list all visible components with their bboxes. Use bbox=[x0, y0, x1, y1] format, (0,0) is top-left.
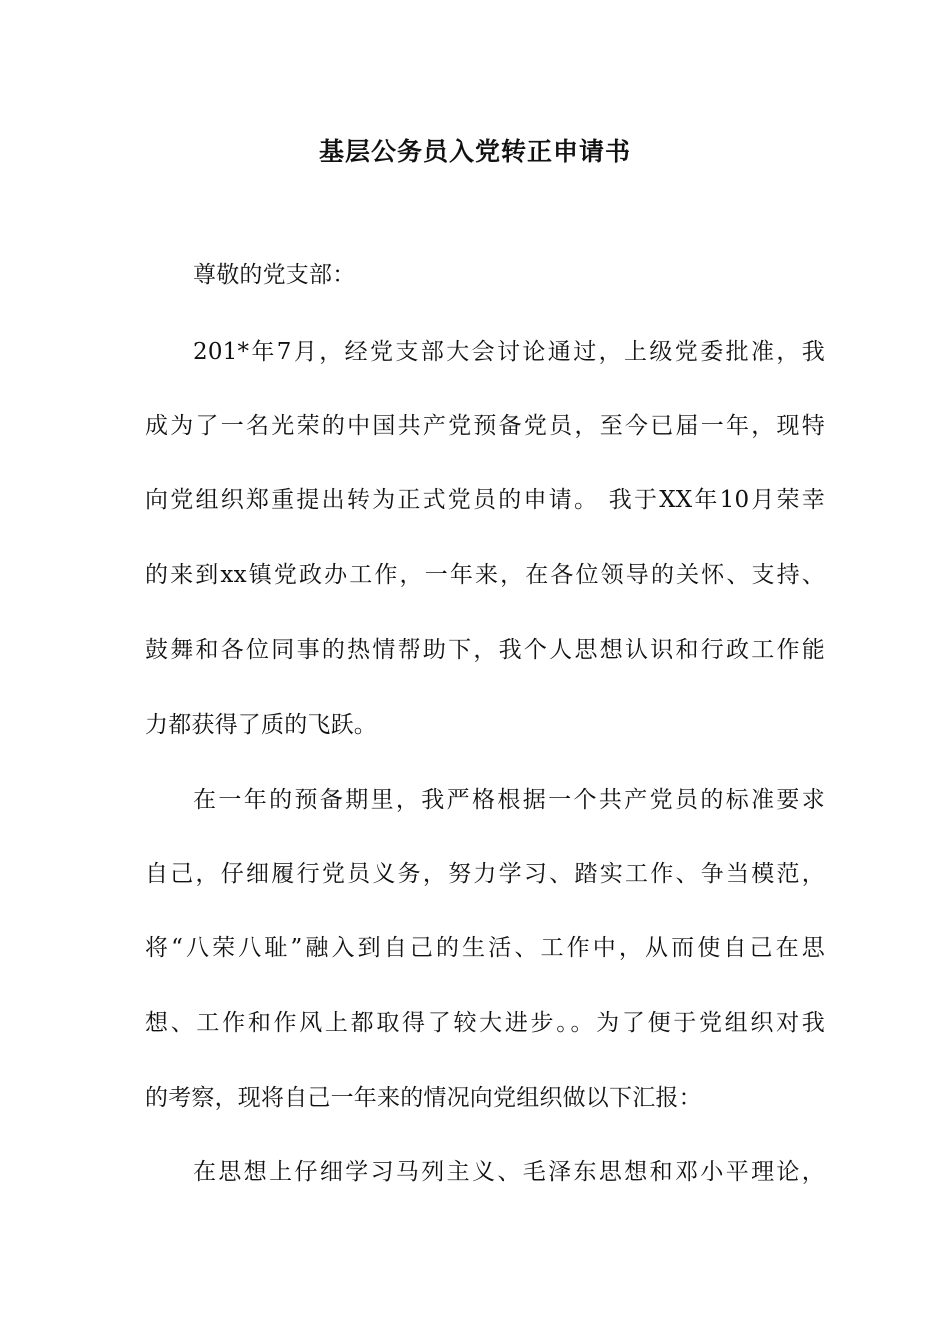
body-line-6: 力都获得了质的飞跃。 bbox=[145, 712, 377, 738]
body-line-10: 想、工作和作风上都取得了较大进步。。为了便于党组织对我 bbox=[145, 1010, 825, 1036]
document-title: 基层公务员入党转正申请书 bbox=[318, 137, 631, 166]
body-line-5: 鼓舞和各位同事的热情帮助下，我个人思想认识和行政工作能 bbox=[145, 637, 825, 663]
salutation: 尊敬的党支部： bbox=[193, 262, 356, 288]
body-line-3: 向党组织郑重提出转为正式党员的申请。 我于XX年10月荣幸 bbox=[145, 487, 825, 513]
body-line-4: 的来到xx镇党政办工作，一年来，在各位领导的关怀、支持、 bbox=[145, 562, 825, 588]
body-line-1: 201*年7月，经党支部大会讨论通过，上级党委批准，我 bbox=[193, 339, 825, 365]
body-line-7: 在一年的预备期里，我严格根据一个共产党员的标准要求 bbox=[193, 787, 825, 813]
body-line-11: 的考察，现将自己一年来的情况向党组织做以下汇报： bbox=[145, 1085, 702, 1111]
body-line-8: 自己，仔细履行党员义务，努力学习、踏实工作、争当模范， bbox=[145, 861, 825, 887]
body-line-2: 成为了一名光荣的中国共产党预备党员，至今已届一年，现特 bbox=[145, 413, 825, 439]
body-line-9: 将“八荣八耻”融入到自己的生活、工作中，从而使自己在思 bbox=[145, 935, 825, 961]
body-line-12: 在思想上仔细学习马列主义、毛泽东思想和邓小平理论， bbox=[193, 1159, 825, 1185]
